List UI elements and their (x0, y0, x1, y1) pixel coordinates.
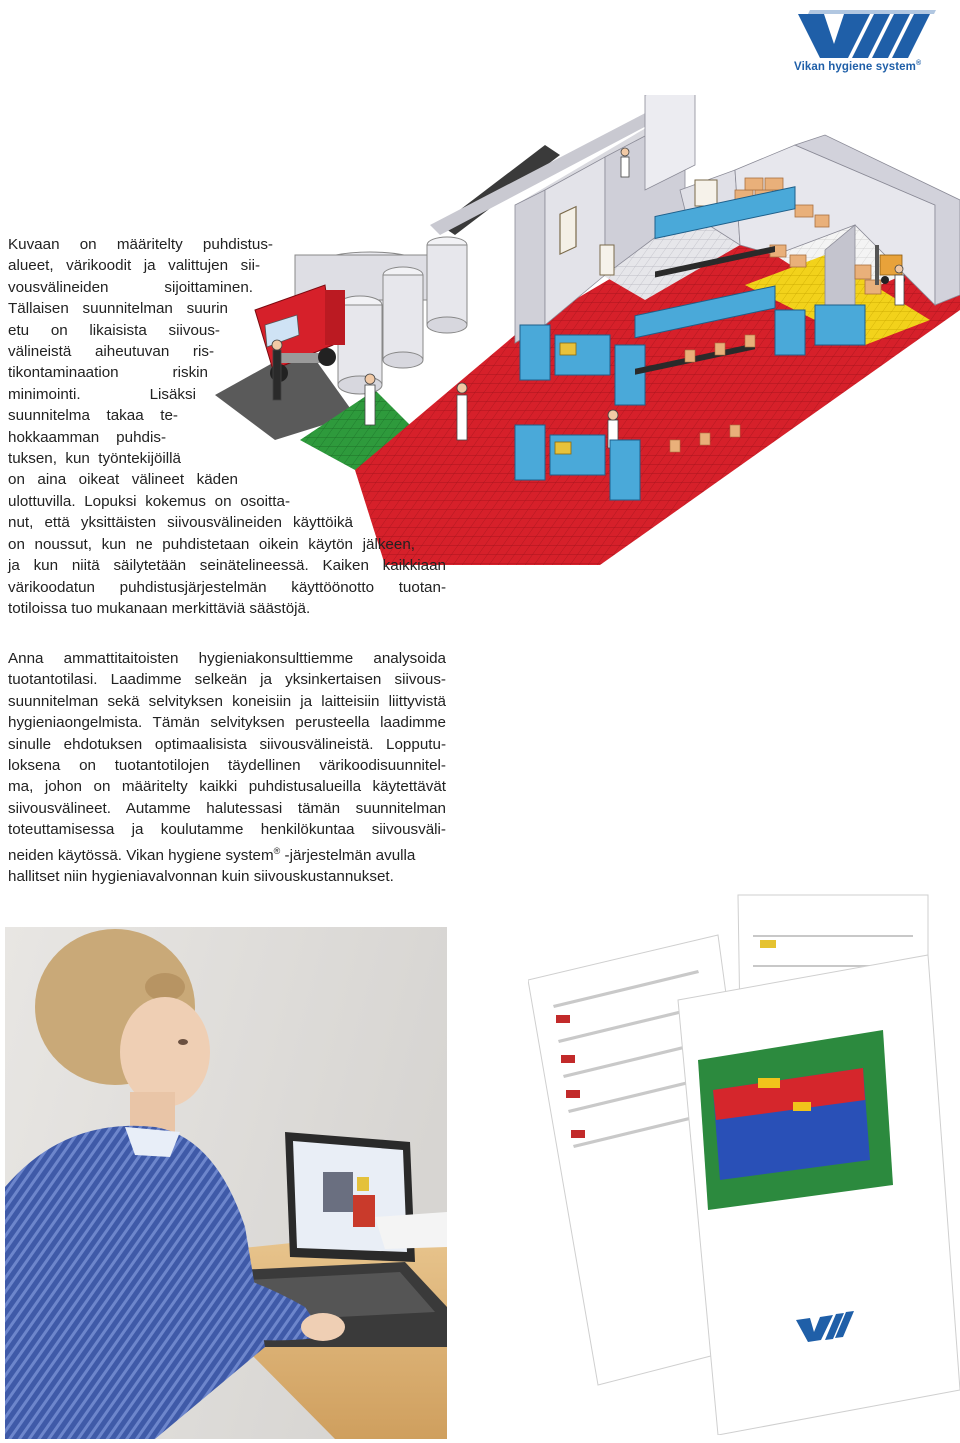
description-paragraph-2 (8, 648, 448, 888)
paragraph-line: Tällaisen suunnitelman suurin (8, 300, 228, 318)
photo-hygiene-plan-documents (528, 890, 960, 1435)
description-paragraph-1 (8, 234, 453, 619)
paragraph-line: on aina oikeat välineet käden (8, 471, 238, 489)
paragraph-text: -järjestelmän avulla (280, 846, 416, 864)
paragraph-line: värikoodatun puhdistusjärjestelmän käyttöönotto tuotan- (8, 578, 446, 596)
paragraph-line: toteuttamisessa ja koulutamme henkilökuntaa siivousväli- (8, 821, 446, 839)
paragraph-text: neiden käytössä. Vikan hygiene system (8, 846, 274, 864)
vikan-logo-mark (790, 6, 940, 62)
paragraph-line: Anna ammattitaitoisten hygieniakonsulttiemme analysoida (8, 650, 446, 667)
paragraph-line: vousvälineiden sijoittaminen. (8, 278, 253, 296)
paragraph-line: totiloissa tuo mukanaan merkittäviä säästöjä. (8, 599, 311, 617)
paragraph-line: välineistä aiheutuvan ris- (8, 343, 214, 361)
paragraph-line: alueet, värikoodit ja valittujen sii- (8, 257, 260, 275)
paragraph-line: loksena on tuotantotilojen täydellinen värikoodisuunnitel- (8, 757, 446, 775)
paragraph-line: on noussut, kun ne puhdistetaan oikein käytön jälkeen, (8, 535, 415, 553)
paragraph-line (8, 841, 448, 866)
paragraph-line: hallitset niin hygieniavalvonnan kuin siivouskustannukset. (8, 868, 394, 886)
paragraph-line: hygieniaongelmista. Tämän selvityksen perusteella laadimme (8, 714, 446, 732)
paragraph-line: Kuvaan on määritelty puhdistus- (8, 236, 273, 253)
paragraph-line: hokkaamman puhdis- (8, 428, 166, 446)
registered-mark: ® (273, 845, 281, 856)
paragraph-line: tuksen, kun työntekijöillä (8, 450, 181, 468)
paragraph-line: siivousvälineet. Autamme halutessasi tämän suunnitelman (8, 799, 446, 817)
paragraph-line: sinulle ehdotuksen optimaalisista siivousvälineistä. Lopputu- (8, 735, 446, 753)
paragraph-line: tikontaminaation riskin (8, 364, 208, 382)
paragraph-line: suunnitelman sekä selvityksen koneisiin ja laitteisiin liittyvistä (8, 692, 446, 710)
paragraph-line: tuotantotilasi. Laadimme selkeän ja yksinkertaisen siivous- (8, 671, 446, 689)
paragraph-line: ma, johon on määritelty kaikki puhdistusalueilla käytettävät (8, 778, 446, 796)
paragraph-line: minimointi. Lisäksi (8, 385, 196, 403)
paragraph-line: ja kun niitä säilytetään seinätelineessä. Kaiken kaikkiaan (8, 557, 446, 575)
photo-consultant-at-laptop (5, 927, 447, 1439)
logo-brand-text: Vikan hygiene system® (794, 60, 922, 73)
paragraph-line: etu on likaisista siivous- (8, 321, 220, 339)
paragraph-line: nut, että yksittäisten siivousvälineiden käyttöikä (8, 514, 353, 532)
paragraph-line: suunnitelma takaa te- (8, 407, 178, 425)
vikan-logo (790, 6, 940, 76)
paragraph-line: ulottuvilla. Lopuksi kokemus on osoitta- (8, 492, 290, 510)
